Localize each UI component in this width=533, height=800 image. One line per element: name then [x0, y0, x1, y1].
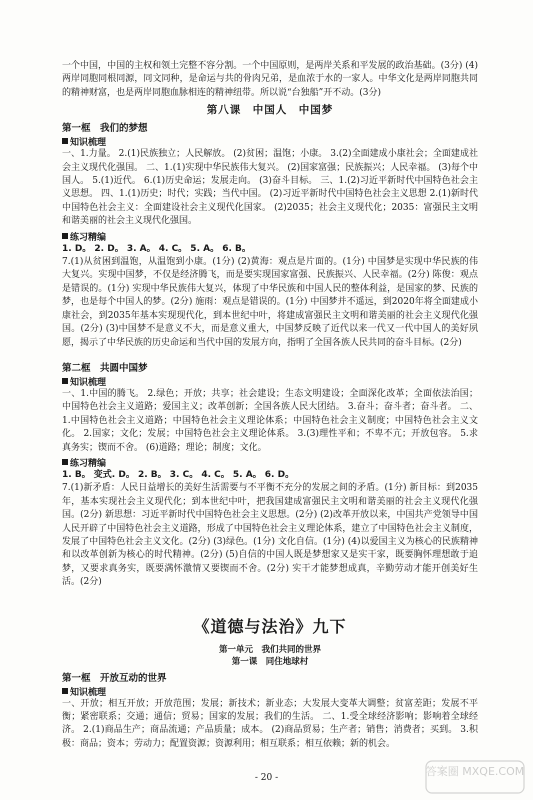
lesson8-frame1-answers: 1. D。 2. D。 3. A。 4. C。 5. A。 6. B。 — [62, 243, 251, 254]
square-bullet-icon — [62, 138, 68, 144]
square-bullet-icon — [62, 233, 68, 239]
square-bullet-icon — [62, 378, 68, 384]
lesson8-frame2-essay: 7.(1)新矛盾：人民日益增长的美好生活需要与不平衡不充分的发展之间的矛盾。(1分) 新目标：到2035年，基本实现社会主义现代化；到本世纪中叶，把我国建成富强民主文明和谐美丽的社会主义现代化强国。(2分) 新思想：习近平新时代中国特色社会主义思想。(2分) (2)改革开放以来，中国共产党领导中国人民开辟了中国特色社会主义道路，形成了中国特色社会主义理论体系，建立了中国特色社会主义制度，发展了中国特色社会主义文化。(2分) (3)绿色。(1分) 文化自信。(1分) (4)以爱国主义为核心的民族精神和以改革创新为核心的时代精神。(2分) (5)自信的中国人既是梦想家又是实干家，既要胸怀理想敢于追梦，又要求真务实，既要满怀激情又要锲而不舍。(2分) 实干才能梦想成真，辛勤劳动才能开创美好生活。(2分) — [62, 483, 478, 588]
answer-page — [62, 60, 478, 751]
unit-title: 第一单元 我们共同的世界 — [218, 644, 321, 655]
watermark-logo-icon — [425, 760, 525, 794]
book-title: 《道德与法治》九下 — [193, 616, 347, 636]
page-number: - 20 - — [254, 773, 279, 783]
watermark-text: 答案圈 MXQE.COM — [425, 765, 525, 778]
lesson1-frame1-knowledge-heading: 知识梳理 — [62, 685, 478, 698]
lesson8-frame1-title: 第一框 我们的梦想 — [62, 123, 148, 135]
intro-paragraph: 一个中国，中国的主权和领土完整不容分割。一个中国原则，是两岸关系和平发展的政治基础。(3分) (4)两岸同胞同根同源，同文同种，是命运与共的骨肉兄弟，是血浓于水的一家人。中华文化是两岸同胞共同的精神财富，也是两岸同胞血脉相连的精神纽带。所以说“台独船”开不动。(3分) — [62, 61, 478, 98]
lesson8-frame1-knowledge-heading: 知识梳理 — [62, 135, 478, 148]
lesson8-title: 第八课 中国人 中国梦 — [206, 104, 334, 117]
lesson1-frame1-knowledge: 一、开放；相互开放；开放范围；发展；新技术；新业态；大发展大变革大调整；贫富差距；发展不平衡；紧密联系；交通；通信；贸易；国家的发展；我们的生活。 二、1.受全球经济影响；影响着全球经济。 2.(1)商品生产；商品流通；产品质量；成本。 (2)商品贸易；生产者；销售；消费者；买到。 3.积极：商品；资本；劳动力；配置资源；资源利用；相互联系；相互依赖；新的机会。 — [62, 698, 478, 749]
lesson8-frame2-answers: 1. B。 变式. D。 2. B。 3. C。 4. C。 5. A。 6. D。 — [62, 469, 295, 480]
lesson8-frame1-knowledge: 一、1.力量。 2.(1)民族独立；人民解放。 (2)贫困；温饱；小康。 3.(2)全面建成小康社会；全面建成社会主义现代化强国。 二、1.(1)实现中华民族伟大复兴。 (2)国家富强；民族振兴；人民幸福。 (3)每个中国人。 5.(1)近代。 6.(1)历史命运；发展走向。 (3)奋斗目标。 三、1.(2)习近平新时代中国特色社会主义思想。 四、1.(1)历史；时代；实践；当代中国。 (2)习近平新时代中国特色社会主义思想 2.(1)新时代中国特色社会主义：全面建设社会主义现代化国家。 (2)2035；社会主义现代化；2035：富强民主文明和谐美丽的社会主义现代化强国。 — [62, 149, 478, 227]
lesson8-frame1-essay: 7.(1)从贫困到温饱，从温饱到小康。(1分) (2)黄海：观点是片面的。(1分) 中国梦是实现中华民族的伟大复兴。实现中国梦，不仅是经济腾飞，而是要实现国家富强、民族振兴、人民幸福。(2分) 陈俊：观点是错误的。(1分) 实现中华民族伟大复兴，体现了中华民族和中国人民的整体利益，是国家的梦、民族的梦，也是每个中国人的梦。(2分) 施雨：观点是错误的。(1分) 中国梦并不遥远，到2020年将全面建成小康社会，到2035年基本实现现代化，到本世纪中叶，将建成富强民主文明和谐美丽的社会主义现代化强国。(2分) (3)中国梦不是意义不大，而是意义重大，中国梦反映了近代以来一代又一代中国人的美好夙愿，揭示了中华民族的历史命运和当代中国的发展方向，指明了全国各族人民共同的奋斗目标。(2分) — [62, 257, 478, 348]
lesson8-frame1-practice-heading: 练习精编 — [62, 230, 478, 243]
lesson1-frame1-title: 第一框 开放互动的世界 — [62, 672, 167, 684]
lesson8-frame2-knowledge: 一、1.中国的腾飞。 2.绿色；开放；共享；社会建设；生态文明建设；全面深化改革；全面依法治国；中国特色社会主义道路；爱国主义；改革创新；全国各族人民大团结。 3.奋斗；奋斗者；奋斗者。 二、1.中国特色社会主义道路；中国特色社会主义理论体系；中国特色社会主义制度；中国特色社会主义文化。 2.国家；文化；发展；中国特色社会主义理论体系。 3.(3)理性平和；不卑不亢；开放包容。 5.求真务实；锲而不舍。 (6)道路；理论；制度；文化。 — [62, 388, 478, 453]
square-bullet-icon — [62, 459, 68, 465]
lesson8-frame2-practice-heading: 练习精编 — [62, 456, 478, 469]
square-bullet-icon — [62, 688, 68, 694]
lesson8-frame2-title: 第二框 共圆中国梦 — [62, 362, 148, 374]
lesson1-title: 第一课 同住地球村 — [231, 656, 309, 667]
lesson8-frame2-knowledge-heading: 知识梳理 — [62, 375, 478, 388]
